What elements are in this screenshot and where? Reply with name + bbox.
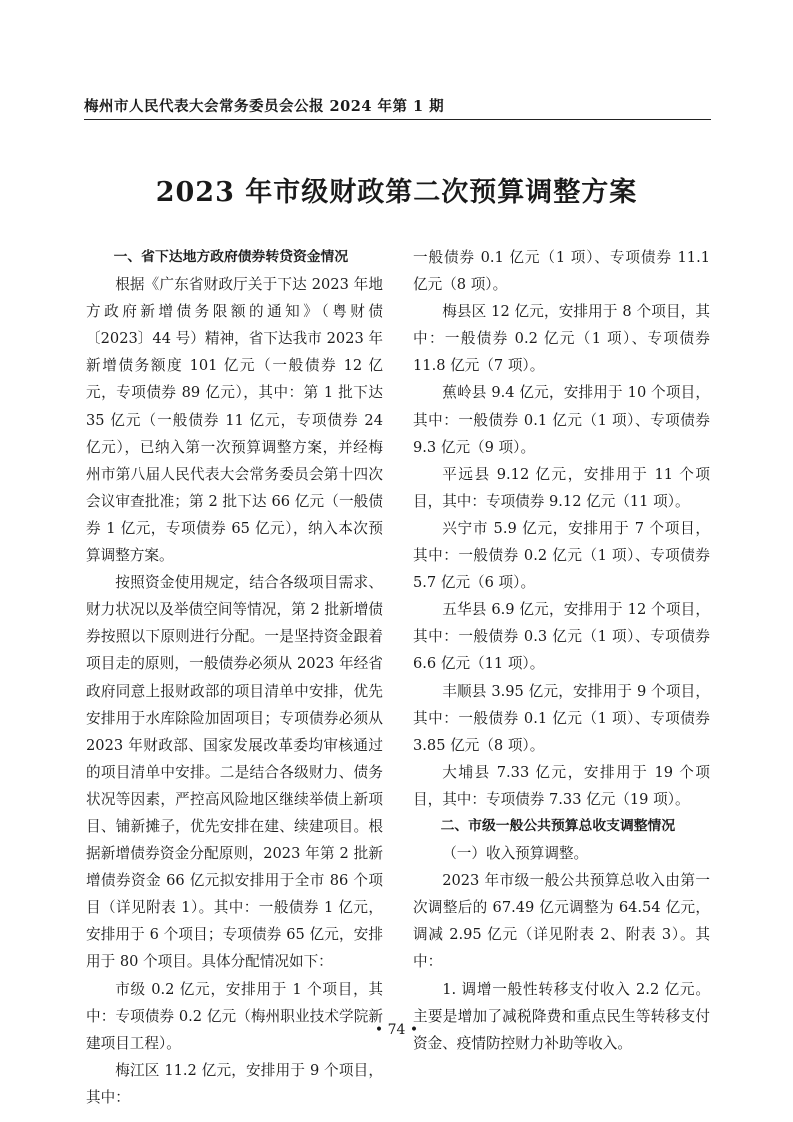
paragraph: 根据《广东省财政厅关于下达 2023 年地方政府新增债务限额的通知》（粤财债〔2023〕44 号）精神，省下达我市 2023 年新增债务额度 101 亿元（一般债券 12 亿元，专项债券 89 亿元），其中：第 1 批下达 35 亿元（一般债券 11 亿元，专项债券 24 亿元），已纳入第一次预算调整方案，并经梅州市第八届人民代表大会常务委员会第十四次会议审查批准；第 2 批下达 66 亿元（一般债券 1 亿元，专项债券 65 亿元），纳入本次预算调整方案。 — [86, 276, 383, 565]
paragraph: 丰顺县 3.95 亿元，安排用于 9 个项目，其中：一般债券 0.1 亿元（1 项）、专项债券 3.85 亿元（8 项）。 — [413, 682, 710, 754]
document-title: 2023 年市级财政第二次预算调整方案 — [155, 177, 638, 208]
journal-header: 梅州市人民代表大会常务委员会公报 2024 年第 1 期 — [84, 98, 445, 115]
page-number: • 74 • — [374, 1022, 419, 1038]
paragraph: 按照资金使用规定，结合各级项目需求、财力状况以及举债空间等情况，第 2 批新增债券按照以下原则进行分配。一是坚持资金跟着项目走的原则，一般债券必须从 2023 年经省政府同意上报财政部的项目清单中安排，优先安排用于水库除险加固项目；专项债券必须从 2023 年财政部、国家发展改革委均审核通过的项目清单中安排。二是结合各级财力、债务状况等因素，严控高风险地区继续举债上新项目、铺新摊子，优先安排在建、续建项目。根据新增债券资金分配原则，2023 年第 2 批新增债券资金 66 亿元拟安排用于全市 86 个项目（详见附表 1）。其中：一般债券 1 亿元，安排用于 6 个项目；专项债券 65 亿元，安排用于 80 个项目。具体分配情况如下： — [86, 574, 383, 971]
paragraph: 五华县 6.9 亿元，安排用于 12 个项目，其中：一般债券 0.3 亿元（1 项）、专项债券 6.6 亿元（11 项）。 — [413, 601, 710, 673]
paragraph: 蕉岭县 9.4 亿元，安排用于 10 个项目，其中：一般债券 0.1 亿元（1 项）、专项债券 9.3 亿元（9 项）。 — [413, 384, 710, 456]
paragraph: 大埔县 7.33 亿元，安排用于 19 个项目，其中：专项债券 7.33 亿元（19 项）。 — [413, 763, 710, 808]
paragraph-continued: 一般债券 0.1 亿元（1 项）、专项债券 11.1 亿元（8 项）。 — [413, 249, 710, 294]
paragraph: 平远县 9.12 亿元，安排用于 11 个项目，其中：专项债券 9.12 亿元（11 项）。 — [413, 465, 710, 510]
paragraph: 1. 调增一般性转移支付收入 2.2 亿元。主要是增加了减税降费和重点民生等转移支付资金、疫情防控财力补助等收入。 — [413, 980, 710, 1052]
paragraph: 兴宁市 5.9 亿元，安排用于 7 个项目，其中：一般债券 0.2 亿元（1 项）、专项债券 5.7 亿元（6 项）。 — [413, 519, 710, 592]
paragraph: 2023 年市级一般公共预算总收入由第一次调整后的 67.49 亿元调整为 64.54 亿元，调减 2.95 亿元（详见附表 2、附表 3）。其中： — [413, 872, 710, 971]
section-heading-2: 二、市级一般公共预算总收支调整情况 — [440, 817, 676, 834]
paragraph: 梅县区 12 亿元，安排用于 8 个项目，其中：一般债券 0.2 亿元（1 项）、专项债券 11.8 亿元（7 项）。 — [413, 303, 710, 375]
subsection-heading: （一）收入预算调整。 — [442, 845, 589, 863]
left-column — [86, 244, 383, 1111]
header-divider — [84, 119, 711, 120]
paragraph: 梅江区 11.2 亿元，安排用于 9 个项目，其中： — [86, 1061, 383, 1106]
section-heading-1: 一、省下达地方政府债券转贷资金情况 — [113, 249, 349, 265]
right-column — [413, 244, 710, 1057]
paragraph: 市级 0.2 亿元，安排用于 1 个项目，其中：专项债券 0.2 亿元（梅州职业技术学院新建项目工程）。 — [86, 980, 383, 1052]
